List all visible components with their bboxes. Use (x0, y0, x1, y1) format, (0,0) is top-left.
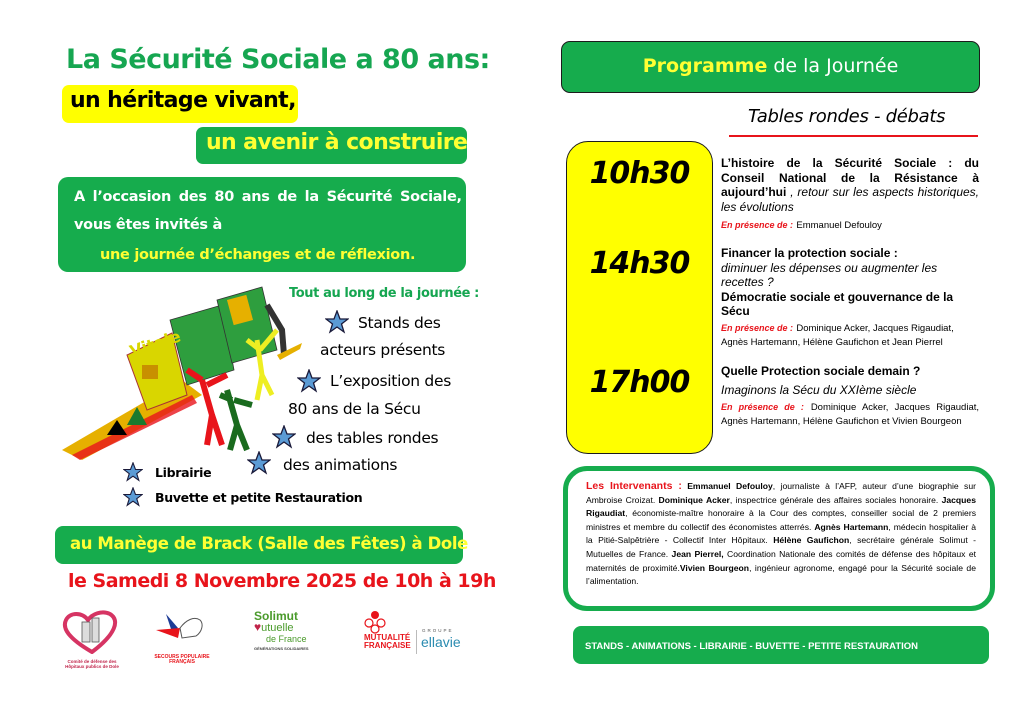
star-icon (272, 425, 296, 449)
session-2-title-2: Démocratie sociale et gouvernance de la Sécu (721, 289, 954, 318)
logo-solimut-tagline: GÉNÉRATIONS SOLIDAIRES (254, 646, 309, 651)
red-divider (729, 135, 978, 137)
star-icon (123, 487, 143, 507)
session-1-speakers: Emmanuel Defouloy (796, 220, 882, 231)
star-icon (247, 451, 271, 475)
logo-solimut-france: de France (266, 634, 307, 644)
programme-header-rest: de la Journée (767, 55, 899, 77)
intervenant-name: Emmanuel Defouloy (687, 481, 773, 491)
intervenant-desc: , économiste-maître honoraire à la Cour des comptes, conseiller social de 2 premiers ministres et membre du collectif des économistes atterrés. (586, 508, 976, 532)
invitation-line-3: une journée d’échanges et de réflexion. (100, 247, 416, 263)
logo-solimut-mutuelle: utuelle (261, 622, 294, 634)
artwork-vitale-text: Vitale (127, 326, 184, 361)
artwork-red-band (72, 395, 197, 460)
schedule-times-box (566, 141, 713, 454)
logo-mutualite-text-2: FRANÇAISE (364, 641, 411, 650)
session-3-speakers: Dominique Acker, Jacques Rigaudiat, Agnès Hartemann, Hélène Gaufichon et Vivien Bourgeon (721, 402, 980, 427)
logo-solimut-name: Solimut (254, 609, 298, 623)
logo-secours-populaire (152, 610, 212, 672)
logo-groupe-text: GROUPE (422, 628, 454, 633)
logo-secours-text: SECOURS POPULAIRE FRANÇAIS (154, 654, 210, 665)
intervenant-name: Vivien Bourgeon (679, 562, 750, 573)
star-icon (123, 462, 143, 482)
logo-comite-hopitaux (58, 610, 126, 672)
figure-green (220, 390, 252, 450)
intervenant-name: Dominique Acker (658, 494, 730, 505)
subtitle-avenir: un avenir à construire (196, 127, 467, 164)
time-session-1: 10h30 (589, 156, 690, 191)
activity-stands-1: Stands des (358, 314, 441, 332)
activity-tables-rondes: des tables rondes (306, 429, 439, 447)
tables-rondes-title: Tables rondes - débats (748, 106, 946, 127)
time-session-2: 14h30 (589, 246, 690, 281)
intervenant-desc: , secrétaire générale Solimut -Mutuelles de France. (586, 535, 976, 559)
session-2-title: Financer la protection sociale : (721, 246, 898, 260)
logo-comite-text: Comité de défense des Hôpitaux publics de Dole (65, 659, 119, 669)
star-icon (325, 310, 349, 334)
hexagons-icon (362, 610, 388, 634)
intervenant-desc: , ingénieur agronome, engagé pour la Sécurité sociale de l’alimentation. (586, 562, 976, 587)
intervenant-name: Hélène Gaufichon (773, 535, 850, 546)
dove-hand-icon (152, 610, 212, 650)
heart-icon: ♥ (254, 620, 262, 634)
session-2-detail: diminuer les dépenses ou augmenter les recettes ? (721, 260, 938, 289)
all-day-label: Tout au long de la journée : (289, 286, 479, 301)
invitation-line-1: A l’occasion des 80 ans de la Sécurité Sociale, (74, 189, 462, 205)
intervenant-desc: , inspectrice générale des affaires sociales honoraire. (729, 494, 942, 505)
logo-mutualite-text-1: MUTUALITÉ (364, 633, 411, 642)
extra-librairie: Librairie (155, 465, 212, 480)
session-3-presence-label: En présence de : (721, 402, 804, 412)
heart-icon (58, 610, 126, 654)
vitale-puzzle-illustration (62, 285, 302, 460)
intervenants-box (563, 466, 995, 611)
session-1 (721, 156, 979, 234)
intervenants-label: Les Intervenants : (586, 480, 682, 492)
session-2 (721, 246, 979, 350)
event-date: le Samedi 8 Novembre 2025 de 10h à 19h (68, 570, 496, 592)
session-1-detail: , retour sur les aspects historiques, les évolutions (721, 185, 979, 214)
main-title: La Sécurité Sociale a 80 ans: (66, 44, 490, 75)
activity-animations: des animations (283, 456, 398, 474)
intervenant-name: Jacques Rigaudiat (586, 494, 976, 519)
footer-banner: STANDS - ANIMATIONS - LIBRAIRIE - BUVETTE - PETITE RESTAURATION (573, 626, 989, 664)
venue-banner: au Manège de Brack (Salle des Fêtes) à Dole (55, 526, 463, 564)
session-2-speakers: Dominique Acker, Jacques Rigaudiat, Agnès Hartemann, Hélène Gaufichon et Jean Pierrel (721, 322, 954, 348)
session-3-detail: Imaginons la Sécu du XXIème siècle (721, 382, 917, 397)
invitation-line-2: vous êtes invités à (74, 217, 222, 233)
logo-ellavie-text: ellavie (421, 634, 461, 650)
logo-solimut (254, 610, 316, 672)
programme-header-bold: Programme (642, 55, 768, 77)
artwork-chip (142, 365, 158, 379)
session-3-title: Quelle Protection sociale demain ? (721, 364, 921, 378)
activity-exposition-2: 80 ans de la Sécu (288, 400, 421, 418)
activity-exposition-1: L’exposition des (330, 372, 451, 390)
subtitle-heritage: un héritage vivant, (62, 85, 298, 123)
session-3 (721, 364, 979, 428)
intervenant-name: Jean Pierrel, (671, 548, 724, 559)
intervenant-name: Agnès Hartemann (814, 521, 889, 532)
session-1-presence-label: En présence de : (721, 220, 794, 230)
extra-buvette: Buvette et petite Restauration (155, 490, 363, 505)
invitation-box (58, 177, 466, 272)
session-2-presence-label: En présence de : (721, 322, 794, 333)
logo-divider (416, 630, 417, 654)
session-1-title: L’histoire de la Sécurité Sociale : du Conseil National de la Résistance à aujourd’hui (721, 156, 979, 199)
intervenant-desc: , médecin hospitalier à la Pitié-Salpêtrière - Collectif Inter Hôpitaux. (586, 521, 977, 546)
time-session-3: 17h00 (589, 365, 690, 400)
programme-header (561, 41, 980, 93)
intervenant-desc: , journaliste à l’AFP, auteur d’une biographie sur Ambroise Croizat. (586, 481, 976, 505)
intervenant-desc: Coordination Nationale des comités de défense des hôpitaux et maternités de proximité. (586, 548, 976, 573)
star-icon (297, 369, 321, 393)
activity-stands-2: acteurs présents (320, 341, 446, 359)
logo-mutualite-francaise (360, 610, 468, 672)
